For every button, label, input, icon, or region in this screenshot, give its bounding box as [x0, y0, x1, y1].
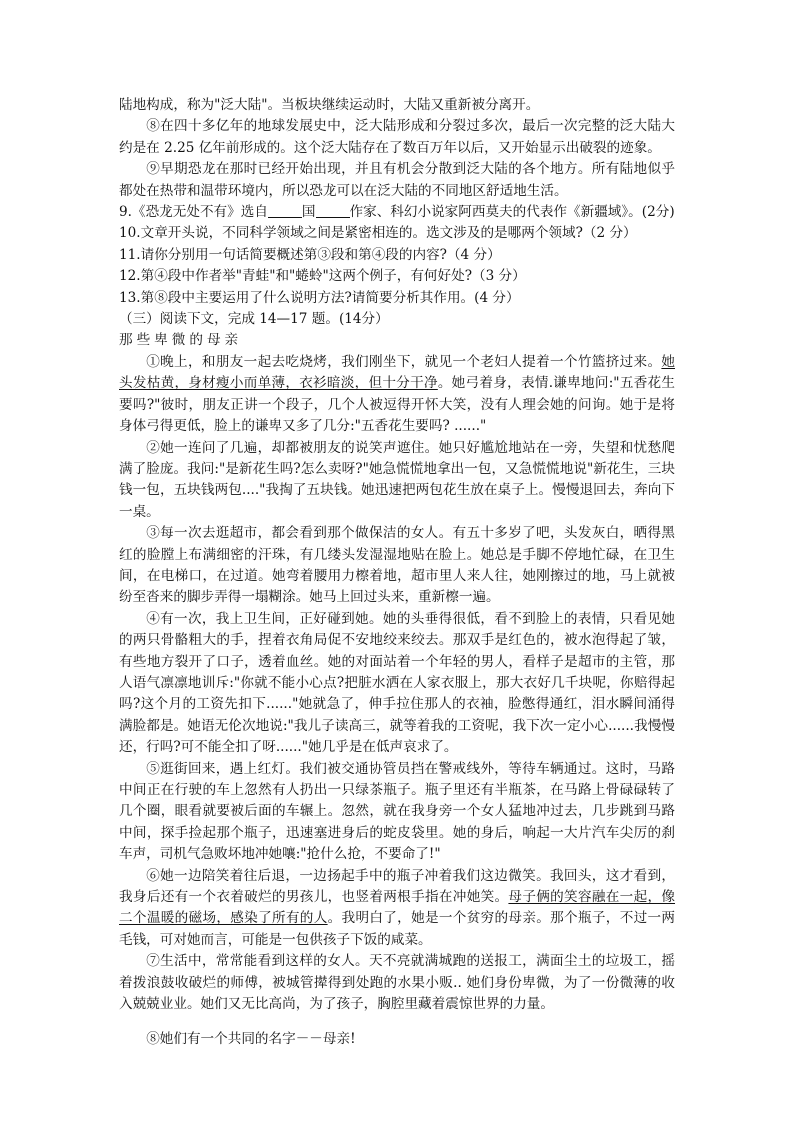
question-9-text-b: 国: [301, 204, 316, 221]
question-10: 10.文章开头说，不同科学领域之间是紧密相连的。选文涉及的是哪两个领域?（2 分）: [119, 225, 637, 242]
story-paragraph-2: ②她一连问了几遍，却都被朋友的说笑声遮住。她只好尴尬地站在一旁，失望和忧愁爬满了脸庞。我问:"是新花生吗?怎么卖呀?"她急慌慌地拿出一包，又急慌慌地说"新花生，三块钱一包，五块钱两包...."我掏了五块钱。她迅速把两包花生放在桌子上。慢慢退回去，奔向下一桌。: [119, 439, 675, 520]
question-9-text-a: 9.《恐龙无处不有》选自: [119, 204, 268, 221]
story-p1-text-a: ①晚上，和朋友一起去吃烧烤，我们刚坐下，就见一个老妇人提着一个竹篮挤过来。: [146, 353, 662, 370]
answer-blank: [316, 203, 350, 218]
story-p6-text-b: 。我明白了，她是一个贫穷的母亲。那个瓶子，不过一两毛钱，可对她而言，可能是一包供孩子下饭的咸菜。: [119, 910, 676, 948]
story-p1-text-b: 。她弓着身，表情.谦卑地问:"五香花生要吗?"彼时，朋友正讲一个段子，几个人被逗得开怀大笑，没有人理会她的问询。她于是将身体弓得更低，脸上的谦卑又多了几分:"五香花生要吗? ......": [119, 375, 676, 435]
section-heading: （三）阅读下文，完成 14—17 题。(14分）: [119, 311, 389, 328]
question-9-text-c: 作家、科幻小说家阿西莫夫的代表作《新疆域》。(2分): [349, 204, 675, 221]
story-paragraph-8: ⑧她们有一个共同的名字－－母亲!: [146, 1031, 356, 1048]
spacer: [119, 1015, 675, 1029]
story-paragraph-4: ④有一次，我上卫生间，正好碰到她。她的头垂得很低，看不到脸上的表情，只看见她的两只骨骼粗大的手，捏着衣角局促不安地绞来绞去。那双手是红色的，被水泡得起了皱，有些地方裂开了口子，透着血丝。她的对面站着一个年轻的男人，看样子是超市的主管，那人语气凛凛地训斥:"你就不能小心点?把脏水洒在人家衣服上，那大衣好几千块呢，你赔得起吗?这个月的工资先扣下......"她就急了，伸手拉住那人的衣袖，脸憋得通红，泪水瞬间涌得满脸都是。她语无伦次地说:"我儿子读高三，就等着我的工资呢，我下次一定小心......我慢慢还，行吗?可不能全扣了呀......"她几乎是在低声哀求了。: [119, 610, 675, 756]
paragraph-7-continued: 陆地构成，称为"泛大陆"。当板块继续运动时，大陆又重新被分离开。: [119, 97, 540, 113]
answer-blank: [268, 203, 302, 218]
paragraph-8: ⑧在四十多亿年的地球发展史中，泛大陆形成和分裂过多次，最后一次完整的泛大陆大约是在 2.25 亿年前形成的。这个泛大陆存在了数百万年以后，又开始显示出破裂的迹象。: [119, 118, 675, 156]
story-paragraph-1: [119, 352, 675, 438]
story-p1-underlined: 她头发枯黄，身材瘦小而单薄，衣衫暗淡，但十分干净: [119, 353, 675, 392]
story-paragraph-3: ③每一次去逛超市，都会看到那个做保洁的女人。有五十多岁了吧，头发灰白，晒得黑红的脸膛上布满细密的汗珠，有几缕头发湿湿地贴在脸上。她总是手脚不停地忙碌，在卫生间，在电梯口，在过道。她弯着腰用力檫着地，超市里人来人往，她刚擦过的地，马上就被纷至沓来的脚步弄得一塌糊涂。她马上回过头来，重新檫一遍。: [119, 525, 675, 606]
story-paragraph-6: [119, 866, 675, 952]
story-paragraph-7: ⑦生活中，常常能看到这样的女人。天不亮就满城跑的送报工，满面尘土的垃圾工，摇着拨浪鼓收破烂的师傅，被城管撵得到处跑的水果小贩.. 她们身份卑微，为了一份微薄的收入兢兢业业。她们又无比高尚，为了孩子，胸腔里藏着震惊世界的力量。: [119, 953, 675, 1013]
paragraph-9: ⑨早期恐龙在那时已经开始出现，并且有机会分散到泛大陆的各个地方。所有陆地似乎都处在热带和温带环境内，所以恐龙可以在泛大陆的不同地区舒适地生活。: [119, 161, 675, 199]
question-9: [119, 202, 675, 223]
question-12: 12.第④段中作者举"青蛙"和"蜷蛉"这两个例子，有何好处?（3 分）: [119, 268, 526, 285]
document-body: [119, 95, 675, 1051]
story-p6-underlined: 母子俩的笑容融在一起，像二个温暖的磁场，感染了所有的人: [119, 889, 676, 927]
question-13: 13.第⑧段中主要运用了什么说明方法?请简要分析其作用。(4 分）: [119, 289, 520, 306]
story-p6-text-a: ⑥她一边陪笑着往后退，一边扬起手中的瓶子冲着我们这边微笑。我回头，这才看到，我身后还有一个衣着破烂的男孩儿，也竖着两根手指在冲她笑。: [119, 867, 675, 906]
story-title: 那些卑微的母亲: [119, 332, 243, 349]
story-paragraph-5: ⑤逛街回来，遇上红灯。我们被交通协管员挡在警戒线外，等待车辆通过。这时，马路中间正在行驶的车上忽然有人扔出一只绿茶瓶子。瓶子里还有半瓶茶，在马路上骨碌碌转了几个圈，眼看就要被后面的车辗上。忽然，就在我身旁一个女人猛地冲过去，几步跳到马路中间，探手捡起那个瓶子，迅速塞进身后的蛇皮袋里。她的身后，响起一大片汽车尖厉的刹车声，司机气急败坏地冲她嚷:"抢什么抢，不要命了!": [119, 760, 675, 863]
question-11: 11.请你分别用一句话简要概述第③段和第④段的内容?（4 分）: [119, 246, 501, 263]
